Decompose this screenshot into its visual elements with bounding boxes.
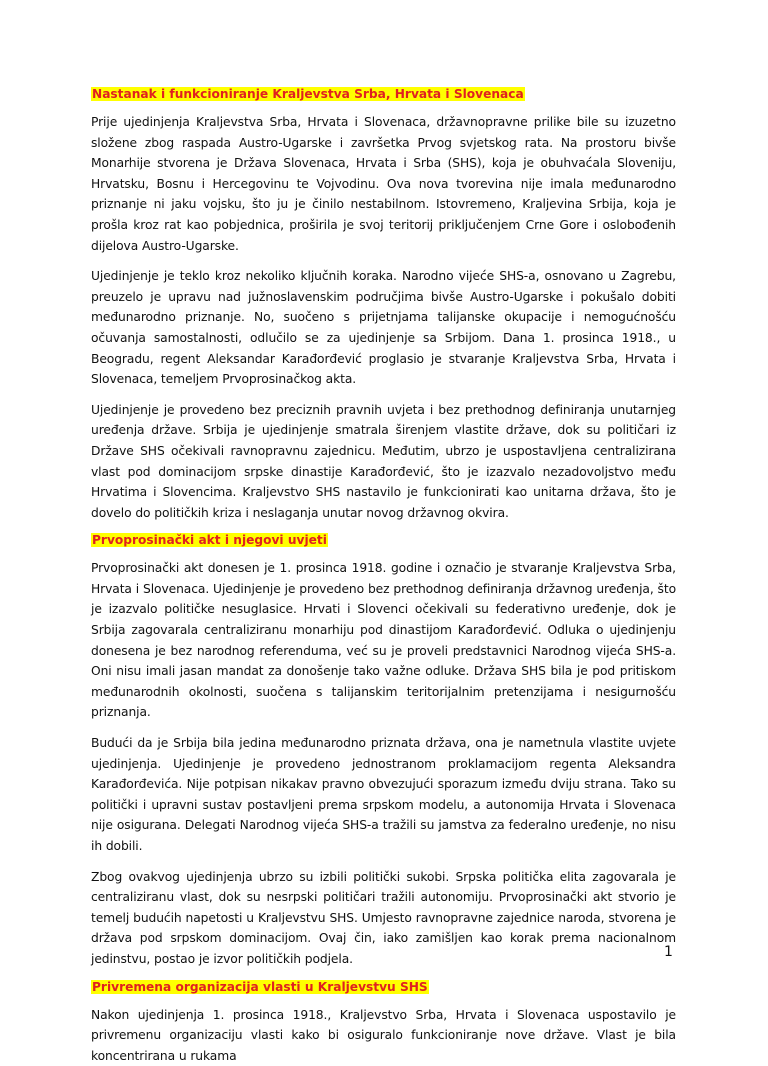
section-heading [91,532,676,549]
document-body [91,86,676,1066]
page-number: 1 [664,944,673,960]
paragraph: Ujedinjenje je teklo kroz nekoliko ključnih koraka. Narodno vijeće SHS-a, osnovano u Zagrebu, preuzelo je upravu nad južnoslavenskim područjima bivše Austro-Ugarske i pokušalo dobiti međunarodno priznanje. No, suočeno s prijetnjama talijanske okupacije i nemogućnošću očuvanja samostalnosti, odlučilo se za ujedinjenje sa Srbijom. Dana 1. prosinca 1918., u Beogradu, regent Aleksandar Karađorđević proglasio je stvaranje Kraljevstva Srba, Hrvata i Slovenaca, temeljem Prvoprosinačkog akta. [91,269,676,387]
section-heading [91,86,676,103]
section-heading [91,979,676,996]
paragraph: Prije ujedinjenja Kraljevstva Srba, Hrvata i Slovenaca, državnopravne prilike bile su izuzetno složene zbog raspada Austro-Ugarske i završetka Prvog svjetskog rata. Na prostoru bivše Monarhije stvorena je Država Slovenaca, Hrvata i Srba (SHS), koja je obuhvaćala Sloveniju, Hrvatsku, Bosnu i Hercegovinu te Vojvodinu. Ova nova tvorevina nije imala međunarodno priznanje ni jaku vojsku, što ju je činilo nestabilnom. Istovremeno, Kraljevina Srbija, koja je prošla kroz rat kao pobjednica, proširila je svoj teritorij priključenjem Crne Gore i oslobođenih dijelova Austro-Ugarske. [91,115,676,253]
paragraph: Budući da je Srbija bila jedina međunarodno priznata država, ona je nametnula vlastite uvjete ujedinjenja. Ujedinjenje je provedeno jednostranom proklamacijom regenta Aleksandra Karađorđevića. Nije potpisan nikakav pravno obvezujući sporazum između dviju strana. Tako su politički i upravni sustav postavljeni prema srpskom modelu, a autonomija Hrvata i Slovenaca nije osigurana. Delegati Narodnog vijeća SHS-a tražili su jamstva za federalno uređenje, no nisu ih dobili. [91,736,676,853]
heading-highlight: Privremena organizacija vlasti u Kraljevstvu SHS [92,979,428,994]
paragraph: Ujedinjenje je provedeno bez preciznih pravnih uvjeta i bez prethodnog definiranja unutarnjeg uređenja države. Srbija je ujedinjenje smatrala širenjem vlastite države, dok su političari iz Države SHS očekivali ravnopravnu zajednicu. Međutim, ubrzo je uspostavljena centralizirana vlast pod dominacijom srpske dinastije Karađorđević, što je izazvalo nezadovoljstvo među Hrvatima i Slovencima. Kraljevstvo SHS nastavilo je funkcionirati kao unitarna država, što je dovelo do političkih kriza i neslaganja unutar novog državnog okvira. [91,402,676,520]
paragraph: Prvoprosinački akt donesen je 1. prosinca 1918. godine i označio je stvaranje Kraljevstva Srba, Hrvata i Slovenaca. Ujedinjenje je provedeno bez prethodnog definiranja državnog uređenja, što je izazvalo političke nesuglasice. Hrvati i Slovenci očekivali su federativno uređenje, dok je Srbija zagovarala centraliziranu monarhiju pod dinastijom Karađorđević. Odluka o ujedinjenju donesena je bez narodnog referenduma, već su je proveli predstavnici Narodnog vijeća SHS-a. Oni nisu imali jasan mandat za donošenje tako važne odluke. Država SHS bila je pod pritiskom međunarodnih okolnosti, suočena s talijanskim teritorijalnim pretenzijama i nesigurnošću priznanja. [91,561,676,720]
paragraph: Zbog ovakvog ujedinjenja ubrzo su izbili politički sukobi. Srpska politička elita zagovarala je centraliziranu vlast, dok su nesrpski političari tražili autonomiju. Prvoprosinački akt stvorio je temelj budućih napetosti u Kraljevstvu SHS. Umjesto ravnopravne zajednice naroda, stvorena je država pod srpskom dominacijom. Ovaj čin, iako zamišljen kao korak prema nacionalnom jedinstvu, postao je izvor političkih podjela. [91,869,676,966]
heading-highlight: Prvoprosinački akt i njegovi uvjeti [92,533,327,548]
paragraph: Nakon ujedinjenja 1. prosinca 1918., Kraljevstvo Srba, Hrvata i Slovenaca uspostavilo je privremenu organizaciju vlasti kako bi osiguralo funkcioniranje nove države. Vlast je bila koncentrirana u rukama [91,1007,676,1063]
heading-highlight: Nastanak i funkcioniranje Kraljevstva Srba, Hrvata i Slovenaca [92,87,524,101]
